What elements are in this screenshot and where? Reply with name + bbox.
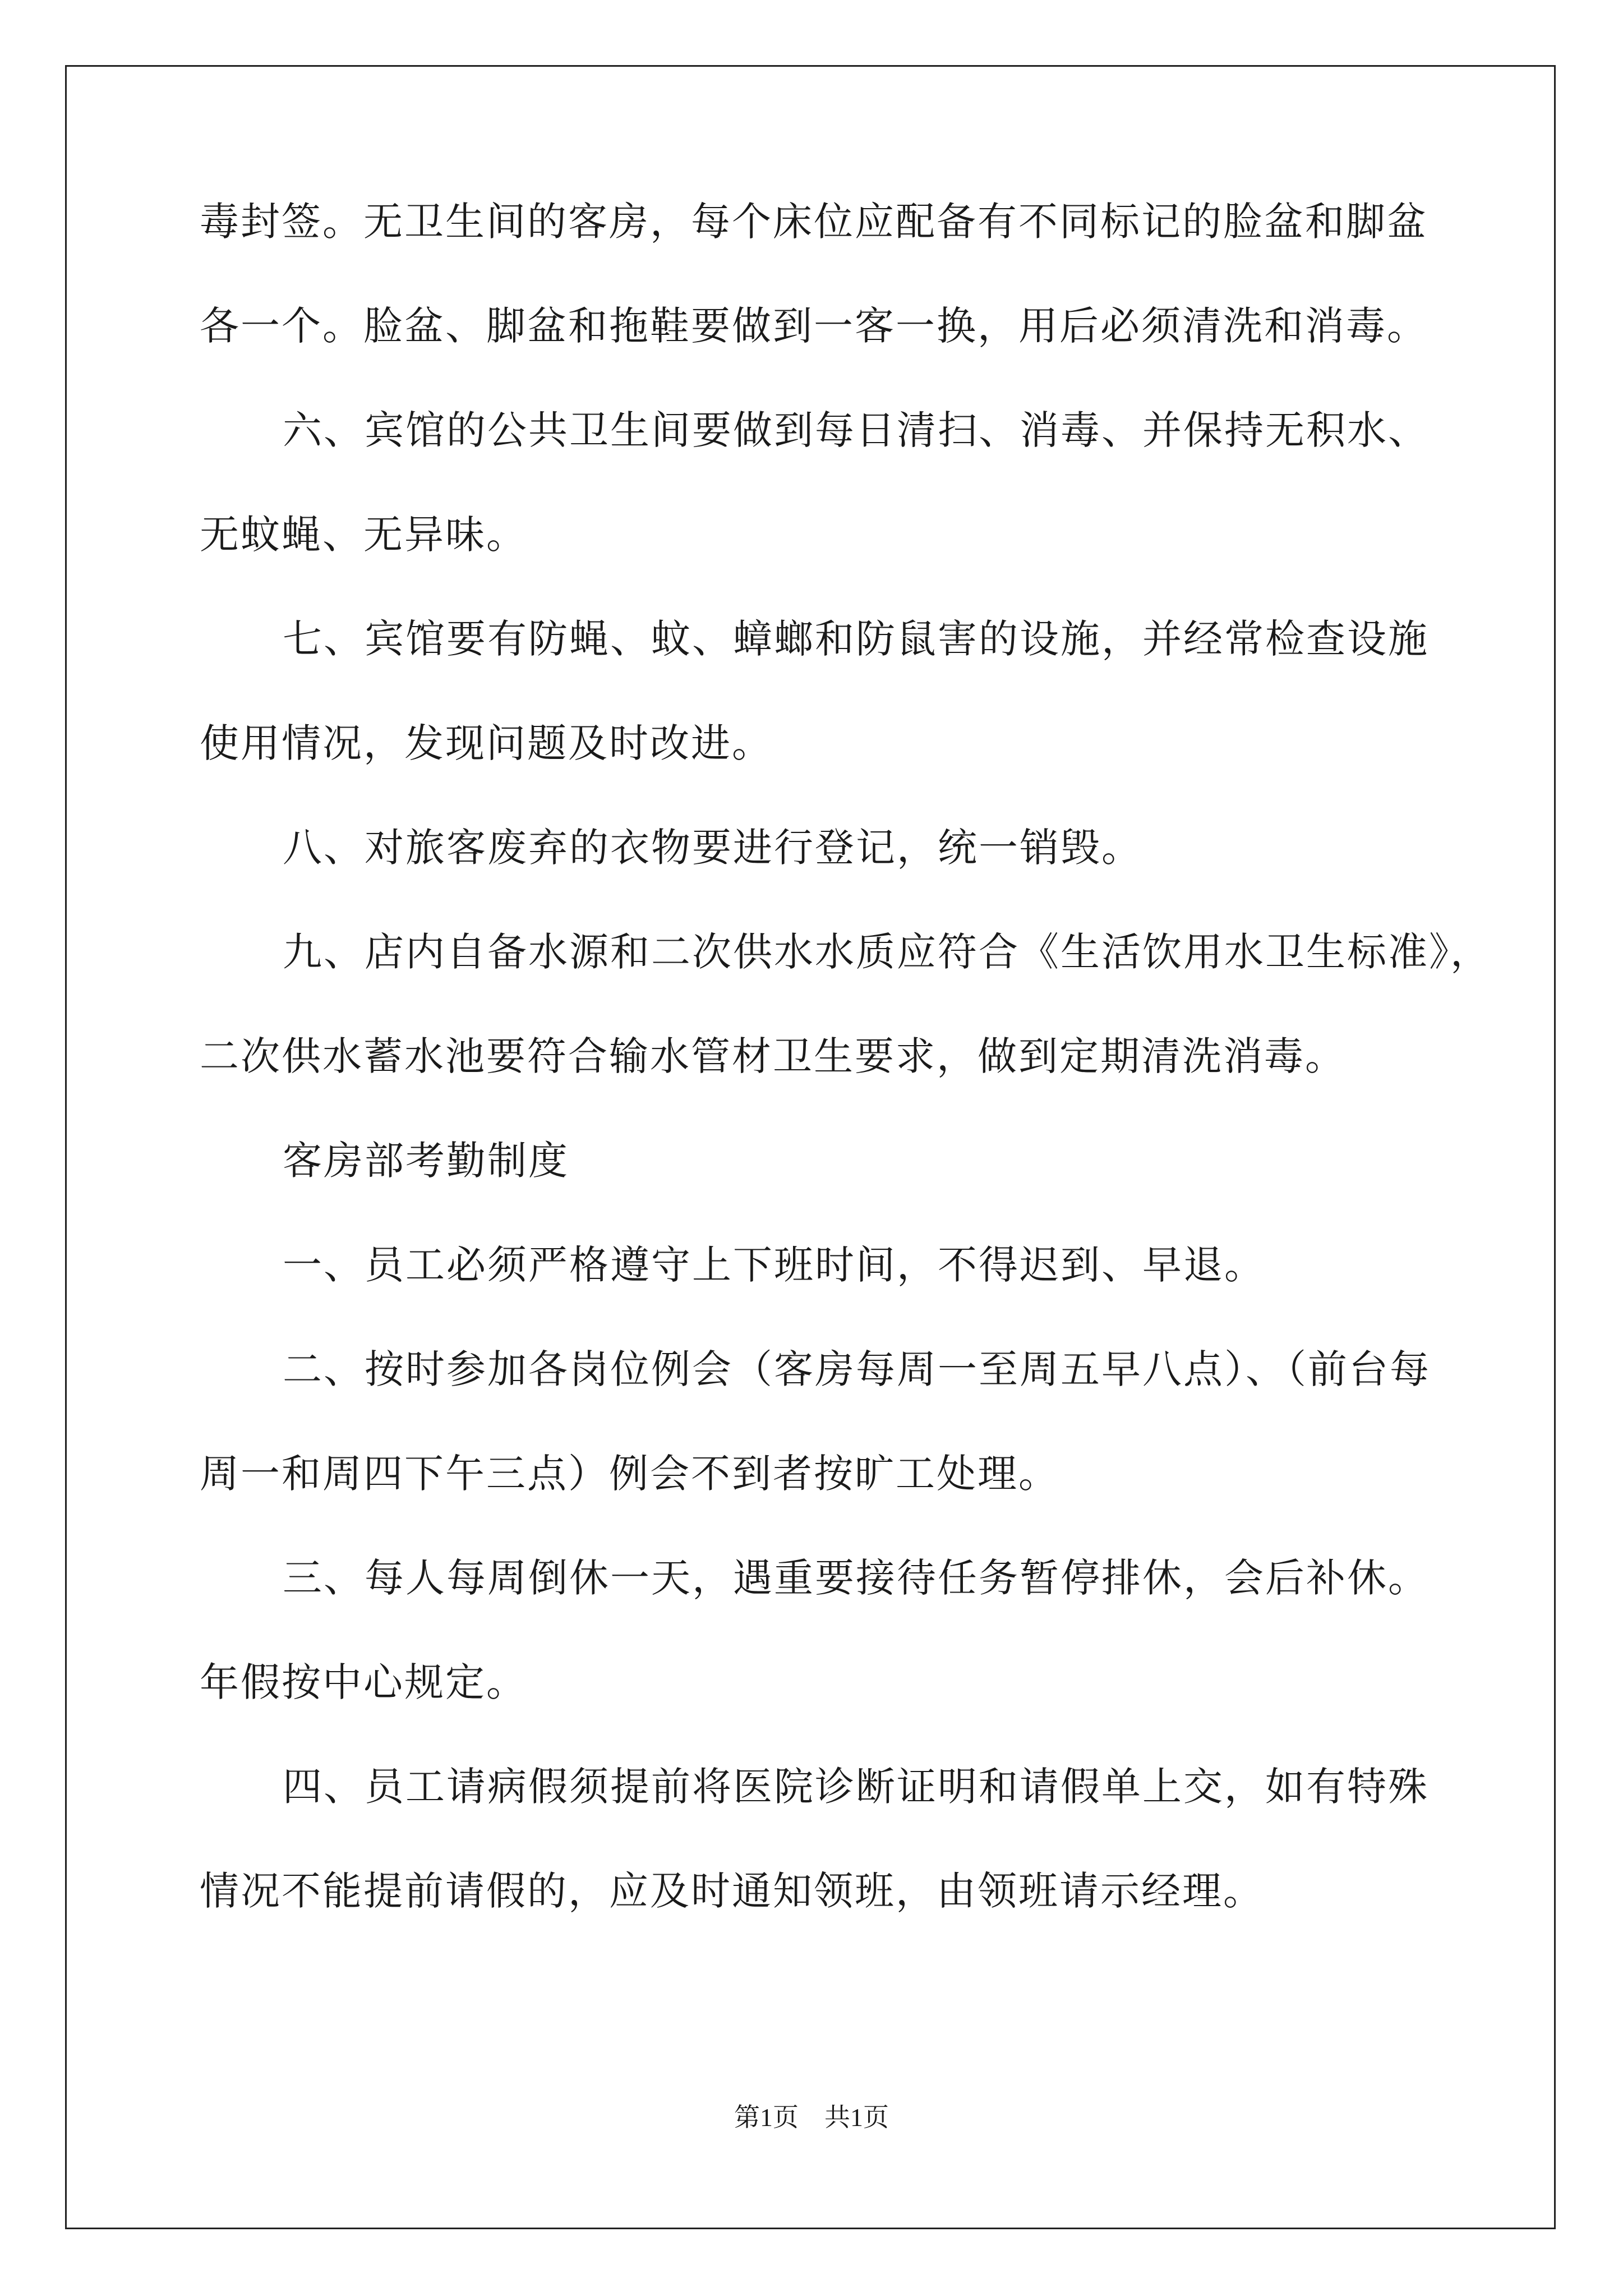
paragraph-start: 二、按时参加各岗位例会（客房每周一至周五早八点）、（前台每	[283, 1346, 1431, 1392]
text-line: 年假按中心规定。	[200, 1659, 527, 1705]
page-number-footer: 第1页 共1页	[734, 2103, 889, 2132]
section-heading: 客房部考勤制度	[283, 1138, 569, 1184]
paragraph-start: 三、每人每周倒休一天，遇重要接待任务暂停排休，会后补休。	[283, 1555, 1429, 1601]
document-body	[200, 199, 1491, 1976]
text-line: 无蚊蝇、无异味。	[200, 512, 527, 558]
paragraph-start: 一、员工必须严格遵守上下班时间，不得迟到、早退。	[283, 1242, 1265, 1288]
text-line: 情况不能提前请假的，应及时通知领班，由领班请示经理。	[200, 1868, 1264, 1914]
text-line: 毒封签。无卫生间的客房，每个床位应配备有不同标记的脸盆和脚盆	[200, 199, 1428, 245]
paragraph-start: 八、对旅客废弃的衣物要进行登记，统一销毁。	[283, 825, 1142, 871]
paragraph-start: 四、员工请病假须提前将医院诊断证明和请假单上交，如有特殊	[283, 1764, 1429, 1810]
paragraph-start: 九、店内自备水源和二次供水水质应符合《生活饮用水卫生标准》，	[283, 929, 1491, 975]
text-line: 使用情况，发现问题及时改进。	[200, 720, 773, 766]
paragraph-start: 七、宾馆要有防蝇、蚊、蟑螂和防鼠害的设施，并经常检查设施	[283, 616, 1429, 662]
text-line: 周一和周四下午三点）例会不到者按旷工处理。	[200, 1451, 1059, 1497]
text-line: 各一个。脸盆、脚盆和拖鞋要做到一客一换，用后必须清洗和消毒。	[200, 303, 1428, 349]
paragraph-start: 六、宾馆的公共卫生间要做到每日清扫、消毒、并保持无积水、	[283, 407, 1429, 453]
text-line: 二次供水蓄水池要符合输水管材卫生要求，做到定期清洗消毒。	[200, 1033, 1346, 1079]
